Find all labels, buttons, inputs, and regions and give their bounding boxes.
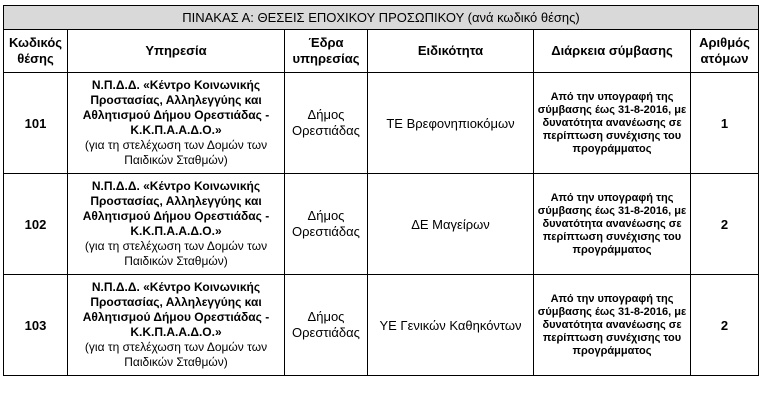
row-service [68, 73, 285, 174]
header-code [4, 30, 68, 73]
row-specialty: ΥΕ Γενικών Καθηκόντων [368, 275, 534, 376]
table-row [4, 275, 759, 376]
seat-line2: Ορεστιάδας [292, 325, 360, 340]
header-service: Υπηρεσία [68, 30, 285, 73]
row-seat [285, 73, 368, 174]
header-count-line1: Αριθμός [699, 35, 750, 50]
row-code: 101 [4, 73, 68, 174]
header-code-line1: Κωδικός [8, 35, 63, 50]
header-duration: Διάρκεια σύμβασης [534, 30, 691, 73]
seat-line1: Δήμος [307, 107, 345, 122]
table-row [4, 73, 759, 174]
row-seat [285, 174, 368, 275]
service-note: (για τη στελέχωση των Δομών των Παιδικών Σταθμών) [84, 340, 268, 369]
header-code-line2: θέσης [17, 51, 54, 66]
seat-line1: Δήμος [307, 208, 345, 223]
table-title-row [4, 6, 759, 30]
header-count [691, 30, 759, 73]
header-specialty: Ειδικότητα [368, 30, 534, 73]
table-title: ΠΙΝΑΚΑΣ Α: ΘΕΣΕΙΣ ΕΠΟΧΙΚΟΥ ΠΡΟΣΩΠΙΚΟΥ (ανά κωδικό θέσης) [4, 6, 759, 30]
seat-line2: Ορεστιάδας [292, 123, 360, 138]
header-count-line2: ατόμων [700, 51, 749, 66]
seat-line2: Ορεστιάδας [292, 224, 360, 239]
row-duration: Από την υπογραφή της σύμβασης έως 31-8-2016, με δυνατότητα ανανέωσης σε περίπτωση συνέχισης του προγράμματος [534, 174, 691, 275]
service-name: Ν.Π.Δ.Δ. «Κέντρο Κοινωνικής Προστασίας, Αλληλεγγύης και Αθλητισμού Δήμου Ορεστιάδας - Κ.Κ.Π.Α.Α.Δ.Ο.» [82, 78, 270, 137]
service-name: Ν.Π.Δ.Δ. «Κέντρο Κοινωνικής Προστασίας, Αλληλεγγύης και Αθλητισμού Δήμου Ορεστιάδας - Κ.Κ.Π.Α.Α.Δ.Ο.» [82, 280, 270, 339]
row-count: 2 [691, 275, 759, 376]
row-count: 1 [691, 73, 759, 174]
table-row [4, 174, 759, 275]
seat-line1: Δήμος [307, 309, 345, 324]
table-header-row [4, 30, 759, 73]
service-note: (για τη στελέχωση των Δομών των Παιδικών Σταθμών) [84, 239, 268, 268]
header-seat-line1: Έδρα [308, 35, 344, 50]
row-specialty: ΔΕ Μαγείρων [368, 174, 534, 275]
positions-table [3, 5, 759, 376]
row-duration: Από την υπογραφή της σύμβασης έως 31-8-2016, με δυνατότητα ανανέωσης σε περίπτωση συνέχισης του προγράμματος [534, 73, 691, 174]
row-service [68, 174, 285, 275]
row-service [68, 275, 285, 376]
header-seat [285, 30, 368, 73]
row-code: 102 [4, 174, 68, 275]
row-specialty: ΤΕ Βρεφονηπιοκόμων [368, 73, 534, 174]
row-count: 2 [691, 174, 759, 275]
row-code: 103 [4, 275, 68, 376]
service-note: (για τη στελέχωση των Δομών των Παιδικών Σταθμών) [84, 138, 268, 167]
service-name: Ν.Π.Δ.Δ. «Κέντρο Κοινωνικής Προστασίας, Αλληλεγγύης και Αθλητισμού Δήμου Ορεστιάδας - Κ.Κ.Π.Α.Α.Δ.Ο.» [82, 179, 270, 238]
row-duration: Από την υπογραφή της σύμβασης έως 31-8-2016, με δυνατότητα ανανέωσης σε περίπτωση συνέχισης του προγράμματος [534, 275, 691, 376]
header-seat-line2: υπηρεσίας [292, 51, 360, 66]
row-seat [285, 275, 368, 376]
